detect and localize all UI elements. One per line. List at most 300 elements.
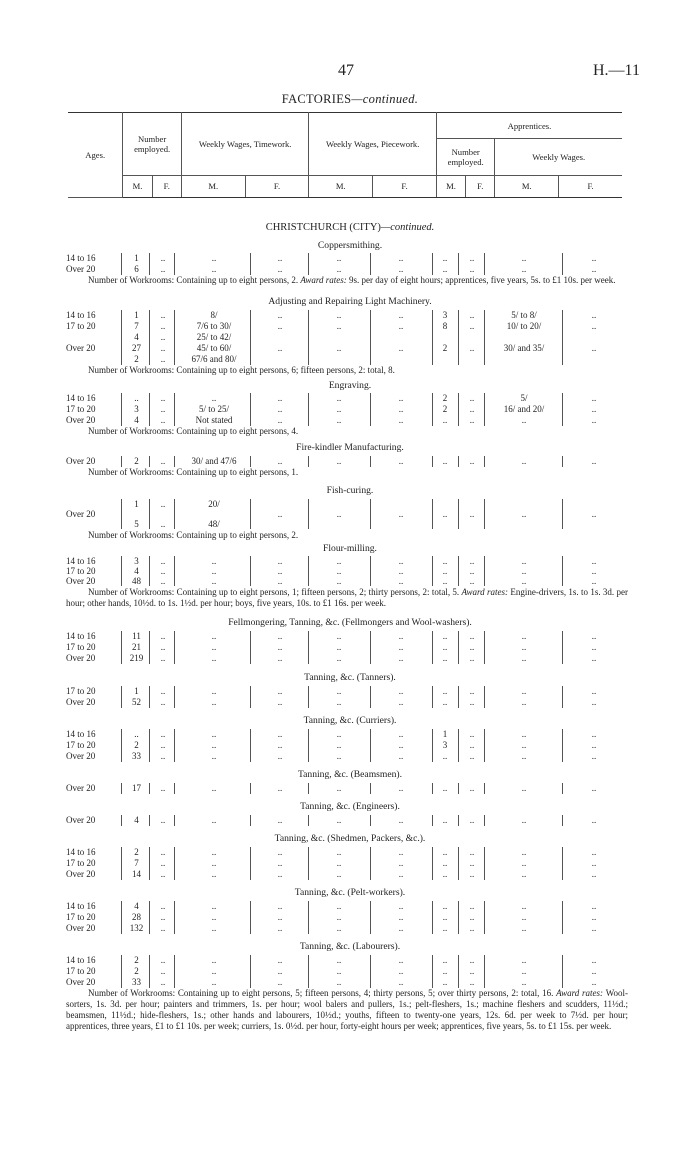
table-row <box>66 393 626 404</box>
cell-pm: .. <box>336 815 342 825</box>
column-rule <box>121 310 122 321</box>
cell-am: .. <box>442 977 448 987</box>
cell-pm: .. <box>336 869 342 879</box>
cell-pf: .. <box>398 858 404 868</box>
column-rule <box>121 393 122 404</box>
coppersmithing-title: Coppersmithing. <box>317 240 383 251</box>
cell-tf: .. <box>277 815 283 825</box>
cell-pf: .. <box>398 456 404 466</box>
cell-wm: 5/ to 8/ <box>511 310 537 320</box>
cell-tf: .. <box>277 686 283 696</box>
cell-f: .. <box>160 576 166 586</box>
cell-tf: .. <box>277 653 283 663</box>
cell-pm: .. <box>336 343 342 353</box>
cell-tm: 30/ and 47/6 <box>191 456 237 466</box>
cell-am: .. <box>442 686 448 696</box>
header-f: F. <box>466 175 495 197</box>
cell-am: .. <box>442 415 448 425</box>
cell-af: .. <box>469 343 475 353</box>
table-row <box>66 729 626 740</box>
cell-pm: .. <box>336 631 342 641</box>
header-weekly-piecework: Weekly Wages, Piecework. <box>309 113 437 176</box>
row-age: 17 to 20 <box>66 642 96 652</box>
cell-tm: .. <box>211 955 217 965</box>
cell-tm: Not stated <box>195 415 233 425</box>
cell-wf: .. <box>591 631 597 641</box>
cell-wf: .. <box>591 729 597 739</box>
cell-tm: .. <box>211 901 217 911</box>
cell-tf: .. <box>277 751 283 761</box>
cell-tf: .. <box>277 858 283 868</box>
cell-pf: .. <box>398 321 404 331</box>
cell-pf: .. <box>398 955 404 965</box>
cell-am: .. <box>442 858 448 868</box>
column-rule <box>121 631 122 642</box>
labourers-title: Tanning, &c. (Labourers). <box>299 941 401 952</box>
cell-pm: .. <box>336 642 342 652</box>
page-code: H.—11 <box>593 62 640 79</box>
column-rule <box>121 642 122 653</box>
cell-am: .. <box>442 566 448 576</box>
column-rule <box>121 697 122 708</box>
table-row <box>66 977 626 988</box>
cell-tf: .. <box>277 310 283 320</box>
column-rule <box>458 354 459 365</box>
column-rule <box>432 519 433 529</box>
cell-wf: .. <box>591 901 597 911</box>
cell-pm: .. <box>336 955 342 965</box>
cell-af: .. <box>469 576 475 586</box>
adjusting-workrooms-note: Number of Workrooms: Containing up to eight persons, 6; fifteen persons, 2: total, 8. <box>88 365 395 375</box>
cell-f: .. <box>160 415 166 425</box>
row-age: 17 to 20 <box>66 404 96 414</box>
cell-pf: .. <box>398 966 404 976</box>
cell-af: .. <box>469 858 475 868</box>
table-row <box>66 686 626 697</box>
cell-pf: .. <box>398 576 404 586</box>
column-rule <box>121 332 122 343</box>
cell-f: .. <box>160 923 166 933</box>
cell-m: 14 <box>132 869 141 879</box>
cell-af: .. <box>469 456 475 466</box>
table-row <box>66 751 626 762</box>
cell-f: .. <box>160 343 166 353</box>
shedmen-title: Tanning, &c. (Shedmen, Packers, &c.). <box>274 833 426 844</box>
cell-tm: 25/ to 42/ <box>196 332 232 342</box>
cell-pf: .. <box>398 740 404 750</box>
cell-wf: .. <box>591 343 597 353</box>
cell-f: .. <box>160 253 166 263</box>
cell-tf: .. <box>277 729 283 739</box>
column-rule <box>121 847 122 858</box>
cell-tm: .. <box>211 697 217 707</box>
cell-tm: .. <box>211 977 217 987</box>
cell-pm: .. <box>336 393 342 403</box>
header-ages: Ages. <box>68 113 123 198</box>
cell-pm: .. <box>336 576 342 586</box>
cell-tf: .. <box>277 977 283 987</box>
cell-am: .. <box>442 631 448 641</box>
cell-wf: .. <box>591 923 597 933</box>
row-age: 14 to 16 <box>66 556 96 566</box>
cell-tf: .. <box>277 901 283 911</box>
row-age: 14 to 16 <box>66 631 96 641</box>
cell-af: .. <box>469 393 475 403</box>
cell-wf: .. <box>591 740 597 750</box>
table-row <box>66 869 626 880</box>
cell-af: .. <box>469 509 475 519</box>
cell-af: .. <box>469 310 475 320</box>
row-age: Over 20 <box>66 509 96 519</box>
cell-am: 1 <box>442 729 448 739</box>
column-rule <box>121 253 122 264</box>
row-age: Over 20 <box>66 977 96 987</box>
firekindler-workrooms-note: Number of Workrooms: Containing up to eight persons, 1. <box>88 467 299 477</box>
column-rule <box>484 354 485 365</box>
cell-wf: .. <box>591 977 597 987</box>
cell-f: .. <box>160 653 166 663</box>
cell-f: .. <box>160 332 166 342</box>
cell-tf: .. <box>277 456 283 466</box>
cell-wm: .. <box>521 456 527 466</box>
table-row <box>66 253 626 264</box>
cell-pf: .. <box>398 847 404 857</box>
cell-m: 17 <box>132 783 141 793</box>
column-rule <box>121 415 122 426</box>
cell-wf: .. <box>591 966 597 976</box>
cell-tm: .. <box>211 783 217 793</box>
cell-tf: .. <box>277 321 283 331</box>
header-m: M. <box>436 175 465 197</box>
cell-m: 7 <box>134 858 139 868</box>
column-rule <box>308 499 309 509</box>
cell-wf: .. <box>591 847 597 857</box>
cell-af: .. <box>469 686 475 696</box>
table-row <box>66 783 626 794</box>
cell-wf: .. <box>591 456 597 466</box>
cell-tf: .. <box>277 253 283 263</box>
cell-am: .. <box>442 955 448 965</box>
table-row <box>66 499 626 509</box>
cell-f: .. <box>160 519 166 529</box>
header-m: M. <box>309 175 373 197</box>
row-age: 14 to 16 <box>66 393 96 403</box>
column-rule <box>121 509 122 519</box>
cell-wm: 10/ to 20/ <box>506 321 542 331</box>
column-rule <box>121 566 122 576</box>
row-age: Over 20 <box>66 783 96 793</box>
cell-tf: .. <box>277 404 283 414</box>
cell-pm: .. <box>336 653 342 663</box>
cell-af: .. <box>469 697 475 707</box>
cell-wf: .. <box>591 642 597 652</box>
cell-f: .. <box>160 354 166 364</box>
header-apprentices: Apprentices. <box>436 113 622 139</box>
column-rule <box>308 332 309 343</box>
cell-pm: .. <box>336 729 342 739</box>
cell-tf: .. <box>277 509 283 519</box>
cell-m: 2 <box>134 847 139 857</box>
cell-pf: .. <box>398 923 404 933</box>
row-age: Over 20 <box>66 751 96 761</box>
cell-pf: .. <box>398 556 404 566</box>
cell-tm: 20/ <box>208 499 220 509</box>
adjusting-title: Adjusting and Repairing Light Machinery. <box>268 296 432 307</box>
cell-f: .. <box>160 858 166 868</box>
cell-pf: .. <box>398 404 404 414</box>
cell-pm: .. <box>336 310 342 320</box>
cell-tm: .. <box>211 815 217 825</box>
table-row <box>66 415 626 426</box>
cell-pf: .. <box>398 977 404 987</box>
cell-af: .. <box>469 642 475 652</box>
row-age: Over 20 <box>66 456 96 466</box>
cell-pf: .. <box>398 310 404 320</box>
table-row <box>66 556 626 566</box>
row-age: 17 to 20 <box>66 740 96 750</box>
cell-af: .. <box>469 923 475 933</box>
cell-tf: .. <box>277 869 283 879</box>
cell-f: .. <box>160 631 166 641</box>
header-number-employed: Number employed. <box>123 113 182 176</box>
cell-wf: .. <box>591 264 597 274</box>
cell-wm: .. <box>521 631 527 641</box>
cell-wm: .. <box>521 686 527 696</box>
cell-wf: .. <box>591 509 597 519</box>
cell-m: 33 <box>132 751 141 761</box>
column-rule <box>121 923 122 934</box>
column-header-table <box>68 112 622 198</box>
column-rule <box>121 499 122 509</box>
cell-pf: .. <box>398 697 404 707</box>
cell-tf: .. <box>277 642 283 652</box>
cell-m: 4 <box>134 901 139 911</box>
cell-tm: .. <box>211 566 217 576</box>
cell-wf: .. <box>591 751 597 761</box>
table-row <box>66 456 626 467</box>
cell-m: 219 <box>129 653 144 663</box>
cell-wm: .. <box>521 901 527 911</box>
cell-f: .. <box>160 815 166 825</box>
table-row <box>66 966 626 977</box>
cell-tm: .. <box>211 264 217 274</box>
cell-m: 52 <box>132 697 141 707</box>
cell-m: .. <box>134 729 139 739</box>
cell-f: .. <box>160 869 166 879</box>
column-rule <box>121 321 122 332</box>
column-rule <box>121 264 122 275</box>
cell-pm: .. <box>336 415 342 425</box>
cell-tm: 48/ <box>208 519 220 529</box>
cell-pm: .. <box>336 966 342 976</box>
cell-wf: .. <box>591 869 597 879</box>
cell-am: .. <box>442 847 448 857</box>
cell-am: .. <box>442 751 448 761</box>
cell-m: 4 <box>134 332 139 342</box>
cell-tm: .. <box>211 253 217 263</box>
cell-wm: .. <box>521 869 527 879</box>
cell-f: .. <box>160 912 166 922</box>
cell-f: .. <box>160 642 166 652</box>
cell-am: .. <box>442 556 448 566</box>
cell-wm: .. <box>521 729 527 739</box>
peltworkers-title: Tanning, &c. (Pelt-workers). <box>294 887 406 898</box>
engraving-title: Engraving. <box>328 380 372 391</box>
row-age: Over 20 <box>66 697 96 707</box>
cell-wm: .. <box>521 815 527 825</box>
table-row <box>66 343 626 354</box>
cell-tf: .. <box>277 631 283 641</box>
cell-tm: 5/ to 25/ <box>198 404 229 414</box>
cell-am: .. <box>442 966 448 976</box>
column-rule <box>149 509 150 519</box>
cell-wf: .. <box>591 783 597 793</box>
cell-pf: .. <box>398 631 404 641</box>
cell-tm: .. <box>211 653 217 663</box>
engraving-workrooms-note: Number of Workrooms: Containing up to eight persons, 4. <box>88 426 299 436</box>
table-row <box>66 642 626 653</box>
cell-am: 2 <box>442 343 448 353</box>
cell-pf: .. <box>398 869 404 879</box>
cell-m: 5 <box>134 519 139 529</box>
cell-tm: 45/ to 60/ <box>196 343 232 353</box>
row-age: 14 to 16 <box>66 729 96 739</box>
cell-wf: .. <box>591 576 597 586</box>
cell-am: .. <box>442 697 448 707</box>
cell-pm: .. <box>336 404 342 414</box>
cell-tf: .. <box>277 697 283 707</box>
cell-m: 132 <box>129 923 144 933</box>
cell-f: .. <box>160 264 166 274</box>
cell-pf: .. <box>398 253 404 263</box>
column-rule <box>121 858 122 869</box>
cell-tm: .. <box>211 923 217 933</box>
cell-tm: 8/ <box>210 310 218 320</box>
cell-am: 3 <box>442 310 448 320</box>
cell-m: 4 <box>134 415 139 425</box>
row-age: 17 to 20 <box>66 858 96 868</box>
cell-af: .. <box>469 321 475 331</box>
column-rule <box>121 783 122 794</box>
cell-wm: .. <box>521 912 527 922</box>
cell-wf: .. <box>591 321 597 331</box>
cell-am: 2 <box>442 404 448 414</box>
cell-wf: .. <box>591 310 597 320</box>
column-rule <box>121 653 122 664</box>
cell-tm: 7/6 to 30/ <box>196 321 232 331</box>
cell-f: .. <box>160 955 166 965</box>
column-rule <box>562 519 563 529</box>
cell-wf: .. <box>591 566 597 576</box>
column-rule <box>484 519 485 529</box>
cell-pm: .. <box>336 847 342 857</box>
cell-pm: .. <box>336 686 342 696</box>
cell-af: .. <box>469 783 475 793</box>
column-rule <box>370 499 371 509</box>
cell-af: .. <box>469 966 475 976</box>
cell-pf: .. <box>398 686 404 696</box>
cell-m: 28 <box>132 912 141 922</box>
cell-pm: .. <box>336 456 342 466</box>
column-rule <box>484 499 485 509</box>
table-row <box>66 310 626 321</box>
cell-pm: .. <box>336 566 342 576</box>
header-weekly-timework: Weekly Wages, Timework. <box>181 113 309 176</box>
cell-pm: .. <box>336 977 342 987</box>
cell-pm: .. <box>336 321 342 331</box>
cell-tm: .. <box>211 729 217 739</box>
row-age: 17 to 20 <box>66 321 96 331</box>
cell-f: .. <box>160 740 166 750</box>
column-rule <box>458 519 459 529</box>
cell-wm: .. <box>521 923 527 933</box>
table-row <box>66 847 626 858</box>
table-row <box>66 923 626 934</box>
cell-wf: .. <box>591 253 597 263</box>
cell-pm: .. <box>336 912 342 922</box>
cell-wf: .. <box>591 393 597 403</box>
cell-pf: .. <box>398 264 404 274</box>
tanners-title: Tanning, &c. (Tanners). <box>304 672 396 683</box>
row-age: Over 20 <box>66 576 96 586</box>
cell-tm: .. <box>211 556 217 566</box>
table-row <box>66 697 626 708</box>
cell-wm: .. <box>521 740 527 750</box>
cell-af: .. <box>469 740 475 750</box>
fishcuring-title: Fish-curing. <box>326 485 374 496</box>
page-title: FACTORIES—continued. <box>281 92 419 106</box>
column-rule <box>121 977 122 988</box>
row-age: 14 to 16 <box>66 310 96 320</box>
cell-tf: .. <box>277 955 283 965</box>
column-rule <box>370 332 371 343</box>
cell-m: 21 <box>132 642 141 652</box>
cell-wm: .. <box>521 253 527 263</box>
cell-tf: .. <box>277 264 283 274</box>
cell-m: 1 <box>134 310 139 320</box>
cell-f: .. <box>160 499 166 509</box>
cell-wf: .. <box>591 815 597 825</box>
cell-tm: .. <box>211 740 217 750</box>
row-age: Over 20 <box>66 264 96 274</box>
cell-pf: .. <box>398 751 404 761</box>
cell-tf: .. <box>277 966 283 976</box>
cell-af: .. <box>469 631 475 641</box>
cell-tf: .. <box>277 415 283 425</box>
cell-wm: .. <box>521 847 527 857</box>
cell-am: 3 <box>442 740 448 750</box>
row-age: 14 to 16 <box>66 901 96 911</box>
cell-wf: .. <box>591 697 597 707</box>
cell-m: 3 <box>134 404 139 414</box>
column-rule <box>562 499 563 509</box>
cell-af: .. <box>469 253 475 263</box>
cell-tf: .. <box>277 847 283 857</box>
cell-tf: .. <box>277 556 283 566</box>
cell-af: .. <box>469 264 475 274</box>
cell-tm: .. <box>211 751 217 761</box>
column-rule <box>370 354 371 365</box>
row-age: 17 to 20 <box>66 912 96 922</box>
column-rule <box>562 332 563 343</box>
cell-af: .. <box>469 729 475 739</box>
cell-pf: .. <box>398 642 404 652</box>
table-row <box>66 815 626 826</box>
column-rule <box>121 869 122 880</box>
cell-af: .. <box>469 815 475 825</box>
cell-tf: .. <box>277 576 283 586</box>
row-age: Over 20 <box>66 869 96 879</box>
